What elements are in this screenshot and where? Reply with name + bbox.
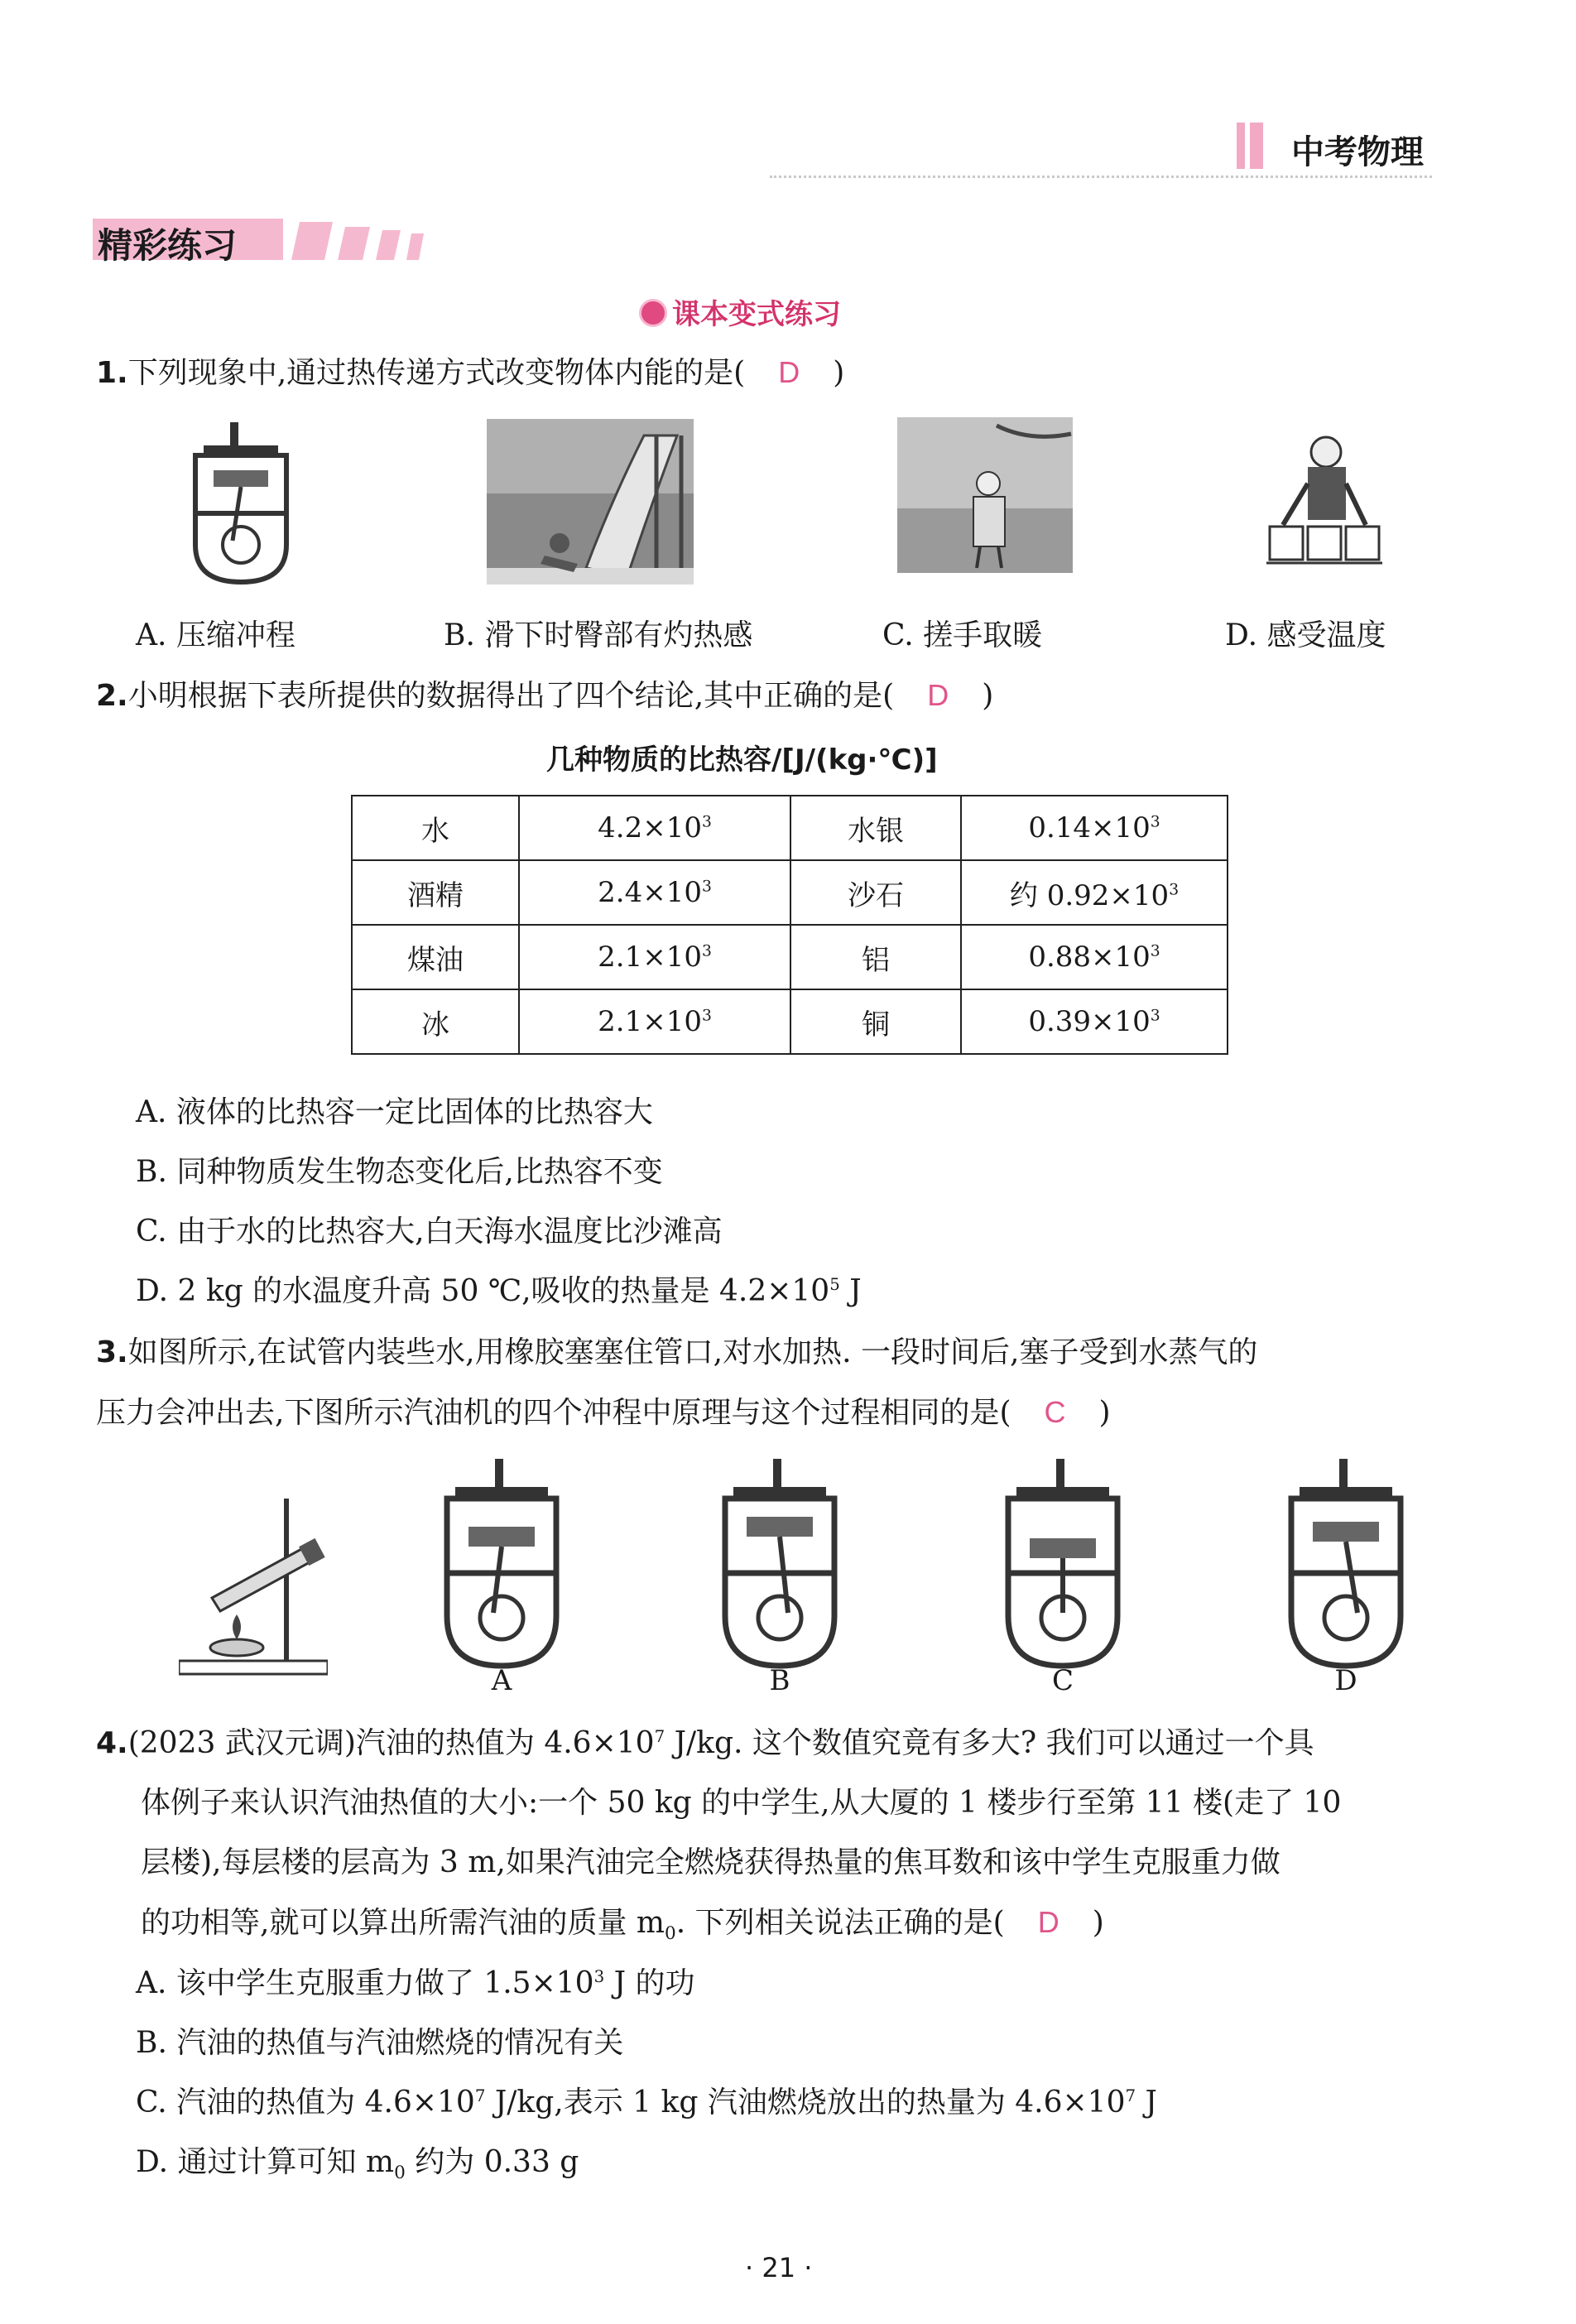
q1-text: 下列现象中,通过热传递方式改变物体内能的是( xyxy=(127,356,746,390)
q1-answer: D xyxy=(778,355,800,389)
engine-stroke-a-figure xyxy=(444,1459,560,1671)
table-caption: 几种物质的比热容/[J/(kg·℃)] xyxy=(546,743,938,777)
table-row xyxy=(352,989,1228,1054)
table-cell: $0.39\times 10^3$ xyxy=(961,989,1228,1054)
engine-stroke-c-figure xyxy=(1005,1459,1121,1671)
q3-text: 如图所示,在试管内装些水,用橡胶塞塞住管口,对水加热. 一段时间后,塞子受到水蒸气的 xyxy=(127,1335,1258,1369)
q2-answer: D xyxy=(927,678,949,712)
q2-option-b: B. 同种物质发生物态变化后,比热容不变 xyxy=(136,1155,663,1189)
subsection-title xyxy=(639,291,841,332)
q4-option-c: C. 汽油的热值为 $4.6\times 10^7$ J/kg,表示 1 kg 汽油燃烧放出的热量为 $4.6\times 10^7$ J xyxy=(136,2086,1157,2120)
q4-stem-line3: 层楼),每层楼的层高为 3 m,如果汽油完全燃烧获得热量的焦耳数和该中学生克服重力做 xyxy=(141,1845,1280,1879)
engine-stroke-d-figure xyxy=(1288,1459,1404,1671)
table-row xyxy=(352,796,1228,860)
q2-option-d: D. 2 kg 的水温度升高 50 ℃,吸收的热量是 $4.2\times 10^5$ J xyxy=(136,1274,862,1308)
q2-text: 小明根据下表所提供的数据得出了四个结论,其中正确的是( xyxy=(127,679,895,713)
table-cell: 煤油 xyxy=(352,925,519,989)
rubbing-hands-figure xyxy=(897,417,1073,573)
q4-stem-line4: 的功相等,就可以算出所需汽油的质量 $m_0$. 下列相关说法正确的是( D ) xyxy=(141,1905,1104,1945)
feel-temperature-figure xyxy=(1266,434,1382,568)
q1-close: ) xyxy=(833,356,845,390)
slide-figure xyxy=(487,419,694,585)
q2-close: ) xyxy=(982,679,994,713)
section-title: 精彩练习 xyxy=(98,225,238,266)
q4-option-b: B. 汽油的热值与汽油燃烧的情况有关 xyxy=(136,2026,624,2060)
table-cell: $2.1\times 10^3$ xyxy=(519,989,790,1054)
q1-number: 1. xyxy=(96,356,128,390)
q1-option-b: B. 滑下时臀部有灼热感 xyxy=(444,618,753,652)
q3-figure-label-a: A xyxy=(491,1664,512,1697)
engine-compression-figure xyxy=(187,421,295,586)
table-cell: 冰 xyxy=(352,989,519,1054)
q2-number: 2. xyxy=(96,679,128,713)
table-cell: 酒精 xyxy=(352,860,519,925)
q3-answer: C xyxy=(1044,1395,1066,1429)
table-cell: $0.88\times 10^3$ xyxy=(961,925,1228,989)
table-cell: 水 xyxy=(352,796,519,860)
table-cell: $2.1\times 10^3$ xyxy=(519,925,790,989)
table-cell: 沙石 xyxy=(790,860,961,925)
q4-stem-line1: 4.(2023 武汉元调)汽油的热值为 $4.6\times 10^7$ J/kg. 这个数值究竟有多大? 我们可以通过一个具 xyxy=(96,1726,1314,1760)
q1-stem xyxy=(96,354,844,391)
page-number: · 21 · xyxy=(745,2252,813,2283)
subsection-label: 课本变式练习 xyxy=(672,298,841,331)
q2-stem xyxy=(96,677,993,714)
q4-answer: D xyxy=(1037,1905,1059,1939)
q2-option-a: A. 液体的比热容一定比固体的比热容大 xyxy=(136,1095,653,1129)
table-cell: 约 $0.92\times 10^3$ xyxy=(961,860,1228,925)
q3-figure-label-d: D xyxy=(1334,1664,1357,1697)
test-tube-heating-figure xyxy=(179,1490,328,1677)
q3-stem-line2: 压力会冲出去,下图所示汽油机的四个冲程中原理与这个过程相同的是( C ) xyxy=(96,1395,1111,1430)
bullet-icon xyxy=(639,299,667,327)
q4-number: 4. xyxy=(96,1726,128,1760)
table-row xyxy=(352,925,1228,989)
engine-stroke-b-figure xyxy=(722,1459,838,1671)
q1-option-d: D. 感受温度 xyxy=(1225,618,1386,652)
q4-option-a: A. 该中学生克服重力做了 $1.5\times 10^3$ J 的功 xyxy=(136,1966,695,2000)
q3-figure-label-c: C xyxy=(1051,1664,1074,1697)
q4-source: (2023 武汉元调) xyxy=(127,1726,356,1760)
q4-option-d: D. 通过计算可知 $m_0$ 约为 0.33 g xyxy=(136,2145,579,2184)
q3-number: 3. xyxy=(96,1335,128,1369)
table-cell: $2.4\times 10^3$ xyxy=(519,860,790,925)
q3-stem-line1 xyxy=(96,1335,1257,1370)
header-accent-bar xyxy=(1237,123,1245,169)
header-accent-bar xyxy=(1250,123,1263,169)
q3-figure-label-b: B xyxy=(769,1664,790,1697)
table-cell: 铜 xyxy=(790,989,961,1054)
q1-option-a: A. 压缩冲程 xyxy=(136,618,296,652)
q4-stem-line2: 体例子来认识汽油热值的大小:一个 50 kg 的中学生,从大厦的 1 楼步行至第 11 楼(走了 10 xyxy=(141,1786,1342,1820)
header-title: 中考物理 xyxy=(1291,133,1424,171)
table-cell: $4.2\times 10^3$ xyxy=(519,796,790,860)
header-divider xyxy=(770,176,1432,178)
table-cell: 水银 xyxy=(790,796,961,860)
table-cell: 铝 xyxy=(790,925,961,989)
q1-option-c: C. 搓手取暖 xyxy=(882,618,1043,652)
table-cell: $0.14\times 10^3$ xyxy=(961,796,1228,860)
specific-heat-table xyxy=(351,795,1228,1055)
q2-option-c: C. 由于水的比热容大,白天海水温度比沙滩高 xyxy=(136,1215,723,1249)
table-row xyxy=(352,860,1228,925)
